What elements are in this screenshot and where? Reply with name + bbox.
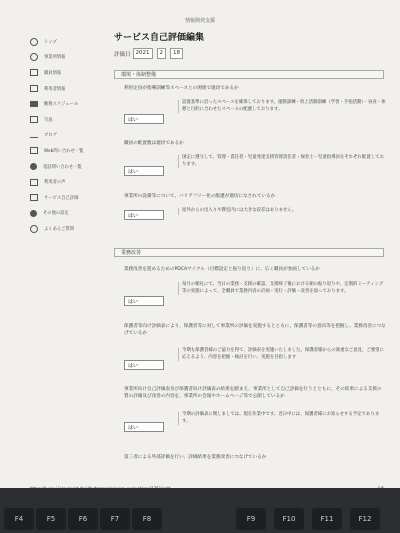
sidebar-item-faq[interactable]: [30, 221, 108, 237]
answer-select[interactable]: はい: [124, 422, 164, 432]
sidebar-item-user-voice[interactable]: [30, 174, 108, 190]
sidebar-item-web-inquiries[interactable]: [30, 143, 108, 159]
question-text: 利用定員が指導訓練等スペースとの関係で適切であるか: [124, 86, 239, 91]
evaluation-date-row: [114, 48, 389, 59]
page-header: 情報開発支援: [184, 18, 215, 24]
sidebar-item-blog[interactable]: [30, 128, 108, 144]
sidebar-item-self-evaluation[interactable]: [30, 190, 108, 206]
question-text: 職員の配置数は適切であるか: [124, 141, 184, 146]
sidebar: [30, 34, 108, 237]
key-f10[interactable]: F10: [274, 508, 304, 530]
page-title: サービス自己評価編集: [114, 33, 205, 43]
schedule-icon: [30, 101, 38, 107]
comment-text[interactable]: 屋外からの出入りや教室内には大きな段差はありません。: [178, 208, 387, 215]
web-icon: [30, 147, 38, 154]
sidebar-item-label: 写真: [44, 117, 53, 123]
answer-select[interactable]: はい: [124, 296, 164, 306]
sidebar-item-label: Web問い合わせ一覧: [44, 148, 84, 154]
blog-icon: [30, 132, 38, 138]
settings-icon: [30, 210, 37, 217]
comment-text[interactable]: 今期も保護者様のご協力を得て、評価表を実施いたしました。保護者様からの貴重なご意見、ご要望に応えるよう、内容を把握・検討を行い、実施を目指します: [178, 348, 387, 361]
question-text: 事業所向け自己評価表及び保護者向け評価表の結果を踏まえ、事業所として自己評価を行うとともに、その結果による支援の質の評価及び改善の内容を、事業所の会報やホームページ等で公開しているか: [124, 387, 382, 399]
sidebar-item-top[interactable]: [30, 34, 108, 50]
sidebar-item-users[interactable]: [30, 81, 108, 97]
answer-select[interactable]: はい: [124, 360, 164, 370]
photo-icon: [30, 116, 38, 123]
phone-icon: [30, 163, 37, 170]
key-f11[interactable]: F11: [312, 508, 342, 530]
check-icon: [30, 194, 38, 201]
sidebar-item-schedule[interactable]: [30, 96, 108, 112]
staff-icon: [30, 69, 38, 76]
sidebar-item-photo[interactable]: [30, 112, 108, 128]
key-f12[interactable]: F12: [350, 508, 380, 530]
user-icon: [30, 85, 38, 92]
help-icon: [30, 225, 38, 233]
sidebar-item-label: 電話問い合わせ一覧: [43, 164, 82, 170]
sidebar-item-label: サービス自己評価: [44, 195, 79, 201]
answer-select[interactable]: はい: [124, 166, 164, 176]
comment-text[interactable]: 今期の評価表に関しましては、現在作業中です。近日中には、保護者様にお知らせする予定であります。: [178, 412, 387, 425]
info-icon: [30, 53, 38, 61]
month-select[interactable]: 2: [157, 48, 167, 59]
sidebar-item-label: 利用者情報: [44, 86, 66, 92]
comment-text[interactable]: 毎月の朝礼にて、当日の業務・支援の確認、支援終了後における朝の振り返りや、定期的ミーティング等の実施によって、全職員で業務内容の計画・実行・評価・改善を図っております。: [178, 282, 387, 295]
comment-text[interactable]: 設置基準に沿ったスペースを確保しております。運動訓練・机上活動訓練（学習・手指活動）・昼食・休憩と目的に合わせたスペースの配慮しております。: [178, 100, 387, 113]
sidebar-item-label: よくあるご質問: [44, 226, 75, 232]
question-text: 第三者による外部評価を行い、評価結果を業務改善につなげているか: [124, 455, 267, 460]
date-label: 評価日: [114, 51, 131, 58]
sidebar-item-settings[interactable]: [30, 206, 108, 222]
key-f5[interactable]: F5: [36, 508, 66, 530]
sidebar-item-label: トップ: [44, 39, 57, 45]
question-text: 業務改善を進めるためのPDCAサイクル（目標設定と振り返り）に、広く職員が参画しているか: [124, 267, 320, 272]
key-f9[interactable]: F9: [236, 508, 266, 530]
sidebar-item-phone-inquiries[interactable]: [30, 159, 108, 175]
key-f7[interactable]: F7: [100, 508, 130, 530]
mail-icon: [30, 179, 38, 186]
main-content: [114, 30, 389, 460]
key-f6[interactable]: F6: [68, 508, 98, 530]
sidebar-item-label: 勤務スケジュール: [44, 102, 79, 108]
key-f4[interactable]: F4: [4, 508, 34, 530]
sidebar-item-facility[interactable]: [30, 50, 108, 66]
section-header-business-improvement: 業務改善: [114, 248, 384, 257]
year-select[interactable]: 2021: [133, 48, 153, 59]
key-f8[interactable]: F8: [132, 508, 162, 530]
answer-select[interactable]: はい: [124, 210, 164, 220]
sidebar-item-label: 利用者の声: [44, 180, 66, 186]
comment-text[interactable]: 国定に遵守して、管理・責任者・児童発達支援管理責任者・保育士・児童指導員をそれぞれ配置しております。: [178, 155, 387, 168]
question-text: 保護者等向け評価表により、保護者等に対して事業所の評価を実施するとともに、保護者等の意向等を把握し、業務改善につなげているか: [124, 324, 386, 336]
sidebar-item-staff[interactable]: [30, 65, 108, 81]
answer-select[interactable]: はい: [124, 114, 164, 124]
day-select[interactable]: 18: [170, 48, 183, 59]
sidebar-item-label: その他の設定: [43, 211, 69, 217]
section-header-environment: 環境・体制整備: [114, 70, 384, 79]
sidebar-item-label: 事業所情報: [44, 55, 66, 61]
question-text: 事業所の設備等について、バリアフリー化の配慮が適切になされているか: [124, 194, 276, 199]
sidebar-item-label: ブログ: [44, 133, 57, 139]
sidebar-item-label: 職員情報: [44, 70, 62, 76]
home-icon: [30, 38, 38, 46]
